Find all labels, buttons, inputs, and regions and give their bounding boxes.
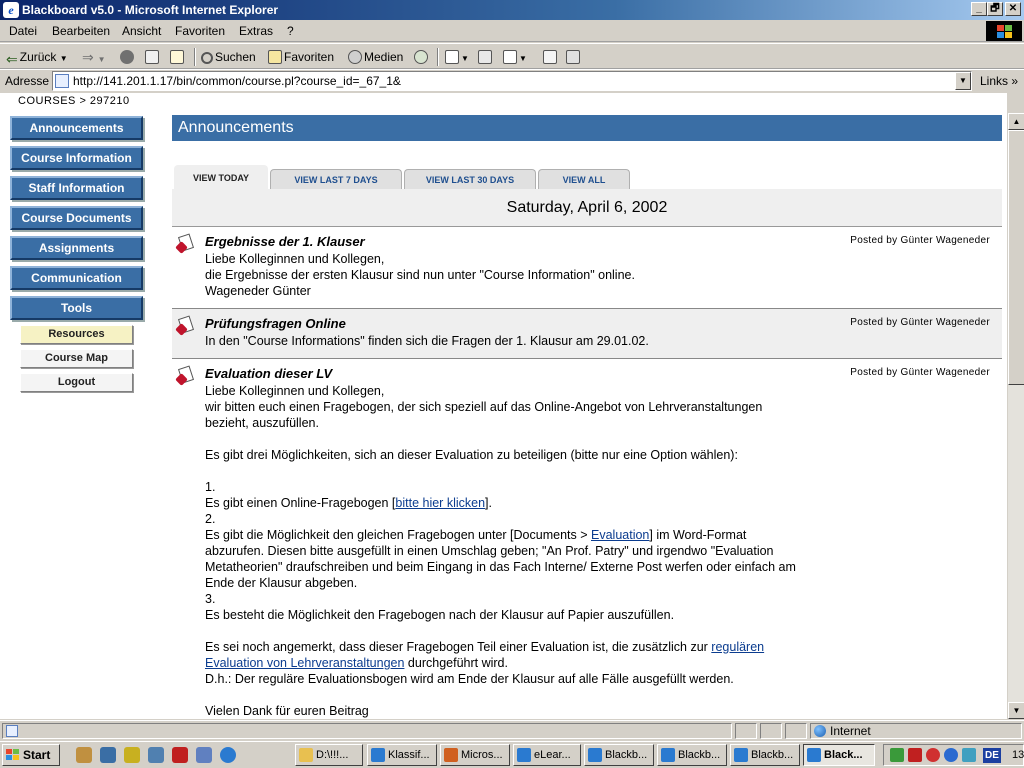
announcement-icon [176,317,194,335]
regular-evaluation-link[interactable]: regulären [711,640,765,654]
taskbar-item[interactable] [367,744,437,766]
nav-course-information-button[interactable]: Course Information [10,146,143,170]
announcement-line: Metatheorien" draufschreiben und beim Eingang in das Fach Interne/ Externe Post werfen oder einfach am [205,560,796,574]
menu-extras[interactable]: Extras [239,24,274,38]
announcement-title: Evaluation dieser LV [205,366,333,381]
announcement-line: Es gibt drei Möglichkeiten, sich an dieser Evaluation zu beteiligen (bitte nur eine Option wählen): [205,448,738,462]
scroll-thumb[interactable] [1008,130,1024,385]
quicklaunch-icon[interactable] [76,747,92,763]
taskbar-item-label: D:\!!!... [316,749,349,761]
links-button[interactable]: Links » [980,74,1019,88]
nav-announcements-button[interactable]: Announcements [10,116,143,140]
announcement-line [205,639,845,655]
announcement-line: D.h.: Der reguläre Evaluationsbogen wird am Ende der Klausur auf alle Fälle ausgefüllt werden. [205,672,734,686]
menu-help[interactable]: ? [287,24,294,38]
chevron-down-icon: ▼ [59,54,68,63]
announcement-body [205,383,845,719]
evaluation-link[interactable]: Evaluation [591,528,650,542]
taskbar-item-label: Black... [824,749,863,761]
windows-logo-icon [6,749,20,761]
security-zone-pane [810,723,1022,739]
status-bar [0,720,1024,740]
announcement-line [205,655,845,671]
back-button[interactable] [6,48,68,66]
announcement-title: Prüfungsfragen Online [205,316,346,331]
tab-view-all[interactable]: VIEW ALL [538,169,630,189]
quicklaunch-icon[interactable] [124,747,140,763]
toolbar-separator [194,48,196,66]
announcement-icon [176,235,194,253]
announcement-line: Vielen Dank für euren Beitrag [205,704,369,718]
option-text: ]. [485,496,492,510]
restore-button[interactable]: 🗗 [987,2,1003,16]
announcement-line: bezieht, auszufüllen. [205,416,319,430]
media-button[interactable] [348,48,403,66]
blank-line [205,463,845,479]
taskbar-item[interactable] [513,744,581,766]
zone-label: Internet [830,724,871,738]
blank-line [205,623,845,639]
announcement-line: Liebe Kolleginnen und Kollegen, [205,252,385,266]
note-text: Es sei noch angemerkt, dass dieser Fragebogen Teil einer Evaluation ist, die zusätzlich zur [205,640,712,654]
status-pane [760,723,782,739]
page-content [0,93,1007,719]
blank-line [205,687,845,703]
taskbar-item-active[interactable] [803,744,875,766]
menu-bearbeiten[interactable]: Bearbeiten [52,24,111,38]
regular-evaluation-link[interactable]: Evaluation von Lehrveranstaltungen [205,656,405,670]
taskbar-item[interactable] [584,744,654,766]
announcement-body [205,251,845,299]
language-indicator[interactable]: DE [983,748,1001,763]
announcement-posted-by: Posted by Günter Wageneder [850,235,990,246]
online-survey-link[interactable]: bitte hier klicken [395,496,486,510]
quicklaunch-icon[interactable] [172,747,188,763]
nav-course-documents-button[interactable]: Course Documents [10,206,143,230]
status-pane [785,723,807,739]
announcement-line: Wageneder Günter [205,284,311,298]
address-label: Adresse [5,74,50,88]
announcement-posted-by: Posted by Günter Wageneder [850,367,990,378]
announcement-body [205,333,845,349]
announcement-line: die Ergebnisse der ersten Klausur sind nun unter "Course Information" online. [205,268,635,282]
minimize-button[interactable]: _ [971,2,987,16]
menu-ansicht[interactable]: Ansicht [122,24,162,38]
folder-icon [299,748,313,762]
course-map-button[interactable]: Course Map [20,349,133,368]
home-icon [170,50,184,64]
ie-icon: e [3,2,19,18]
page-icon [55,74,69,88]
date-heading: Saturday, April 6, 2002 [172,189,1002,227]
tab-view-today[interactable]: VIEW TODAY [174,165,268,189]
forward-button[interactable]: ⇒ ▼ [82,49,106,65]
title-bar[interactable] [0,0,1024,20]
announcement-item [172,359,1002,719]
announcement-item [172,227,1002,309]
nav-communication-button[interactable]: Communication [10,266,143,290]
menu-datei[interactable]: Datei [9,24,38,38]
ie-icon [371,748,385,762]
media-label: Medien [364,50,404,64]
taskbar-item-label: eLear... [534,749,571,761]
option-text: Es gibt einen Online-Fragebogen [ [205,496,396,510]
taskbar-item-label: Blackb... [605,749,648,761]
ie-icon [734,748,748,762]
announcement-posted-by: Posted by Günter Wageneder [850,317,990,328]
close-button[interactable]: ✕ [1005,2,1021,16]
discuss-button[interactable] [543,48,559,66]
history-button[interactable] [414,48,430,66]
start-label: Start [23,748,51,762]
refresh-button[interactable] [145,48,161,66]
discuss-icon [543,50,557,64]
ie-icon [807,748,821,762]
announcement-line: abzurufen. Diesen bitte ausgefüllt in einen Umschlag geben; "An Prof. Patry" und irgendwo "Evaluation [205,544,774,558]
menu-favoriten[interactable]: Favoriten [175,24,226,38]
logout-button[interactable]: Logout [20,373,133,392]
announcement-line: Liebe Kolleginnen und Kollegen, [205,384,385,398]
taskbar-item-label: Micros... [461,749,503,761]
announcement-line: In den "Course Informations" finden sich die Fragen der 1. Klausur am 29.01.02. [205,334,649,348]
option-number: 1. [205,480,216,494]
media-icon [348,50,362,64]
internet-zone-icon [814,725,826,737]
nav-tools-button[interactable]: Tools [10,296,143,320]
ie-icon [517,748,531,762]
taskbar-item-label: Klassif... [388,749,430,761]
tray-icon[interactable] [944,748,958,762]
messenger-button[interactable] [566,48,582,66]
taskbar-item-label: Blackb... [751,749,794,761]
address-dropdown-button[interactable]: ▼ [955,72,971,90]
tab-view-last-7-days[interactable]: VIEW LAST 7 DAYS [270,169,402,189]
back-arrow-icon: ⇐ [6,51,18,67]
history-icon [414,50,428,64]
ie-quicklaunch-icon[interactable] [220,747,236,763]
mail-button[interactable] [445,48,469,66]
tray-icon[interactable] [962,748,976,762]
page-title: Announcements [172,115,1002,141]
menu-bar [0,20,1024,42]
status-text-pane [2,723,732,739]
note-text: durchgeführt wird. [404,656,508,670]
tray-icon[interactable] [908,748,922,762]
nav-assignments-button[interactable]: Assignments [10,236,143,260]
tab-view-last-30-days[interactable]: VIEW LAST 30 DAYS [404,169,536,189]
address-field[interactable] [52,71,972,91]
start-button[interactable] [2,744,60,766]
page-done-icon [6,725,18,737]
announcement-title: Ergebnisse der 1. Klauser [205,234,365,249]
blank-line [205,431,845,447]
window-title: Blackboard v5.0 - Microsoft Internet Explorer [22,3,279,17]
option-text: ] im Word-Format [649,528,747,542]
breadcrumb[interactable]: COURSES > 297210 [18,95,130,107]
option-text: Es gibt die Möglichkeit den gleichen Fragebogen unter [Documents > [205,528,591,542]
chevron-down-icon: ▼ [519,54,527,63]
scroll-down-button[interactable]: ▼ [1008,702,1024,719]
favorites-button[interactable] [268,48,334,66]
address-bar [0,69,1024,92]
announcement-line [205,527,845,543]
vertical-scrollbar[interactable] [1007,113,1024,719]
chevron-down-icon: ▼ [461,54,469,63]
home-button[interactable] [170,48,186,66]
announcement-line: wir bitten euch einen Fragebogen, der sich speziell auf das Online-Angebot von Lehrveranstaltungen [205,400,763,414]
taskbar-item[interactable] [295,744,363,766]
taskbar-item-label: Blackb... [678,749,721,761]
option-number: 2. [205,512,216,526]
refresh-icon [145,50,159,64]
taskbar [0,741,1024,768]
system-tray [883,744,1024,766]
clock[interactable]: 13 [1012,749,1024,761]
back-label: Zurück [19,50,57,64]
announcement-line: Es besteht die Möglichkeit den Fragebogen nach der Klausur auf Papier auszufüllen. [205,608,675,622]
announcement-item [172,309,1002,359]
toolbar [0,43,1024,69]
status-pane [735,723,757,739]
tray-icon[interactable] [890,748,904,762]
search-icon [201,52,213,64]
scroll-up-button[interactable]: ▲ [1008,113,1024,130]
chevron-down-icon: ▼ [97,55,106,64]
windows-logo-icon [986,21,1022,41]
favorites-label: Favoriten [284,50,335,64]
mail-icon [445,50,459,64]
tray-icon[interactable] [926,748,940,762]
announcement-line: Ende der Klausur abgeben. [205,576,358,590]
taskbar-item[interactable] [440,744,510,766]
stop-button[interactable] [120,48,136,66]
stop-icon [120,50,134,64]
address-url[interactable]: http://141.201.1.17/bin/common/course.pl?course_id=_67_1& [73,74,401,88]
search-button[interactable] [201,48,256,66]
print-button[interactable] [478,48,494,66]
resources-button[interactable]: Resources [20,325,133,344]
search-label: Suchen [215,50,256,64]
favorites-icon [268,50,282,64]
ie-icon [661,748,675,762]
edit-button[interactable] [503,48,527,66]
messenger-icon [566,50,580,64]
toolbar-separator [437,48,439,66]
announcement-icon [176,367,194,385]
quicklaunch-icon[interactable] [100,747,116,763]
quicklaunch-icon[interactable] [196,747,212,763]
taskbar-item[interactable] [730,744,800,766]
option-number: 3. [205,592,216,606]
print-icon [478,50,492,64]
taskbar-item[interactable] [657,744,727,766]
nav-staff-information-button[interactable]: Staff Information [10,176,143,200]
edit-icon [503,50,517,64]
announcement-line [205,495,845,511]
quicklaunch-icon[interactable] [148,747,164,763]
ie-icon [588,748,602,762]
powerpoint-icon [444,748,458,762]
